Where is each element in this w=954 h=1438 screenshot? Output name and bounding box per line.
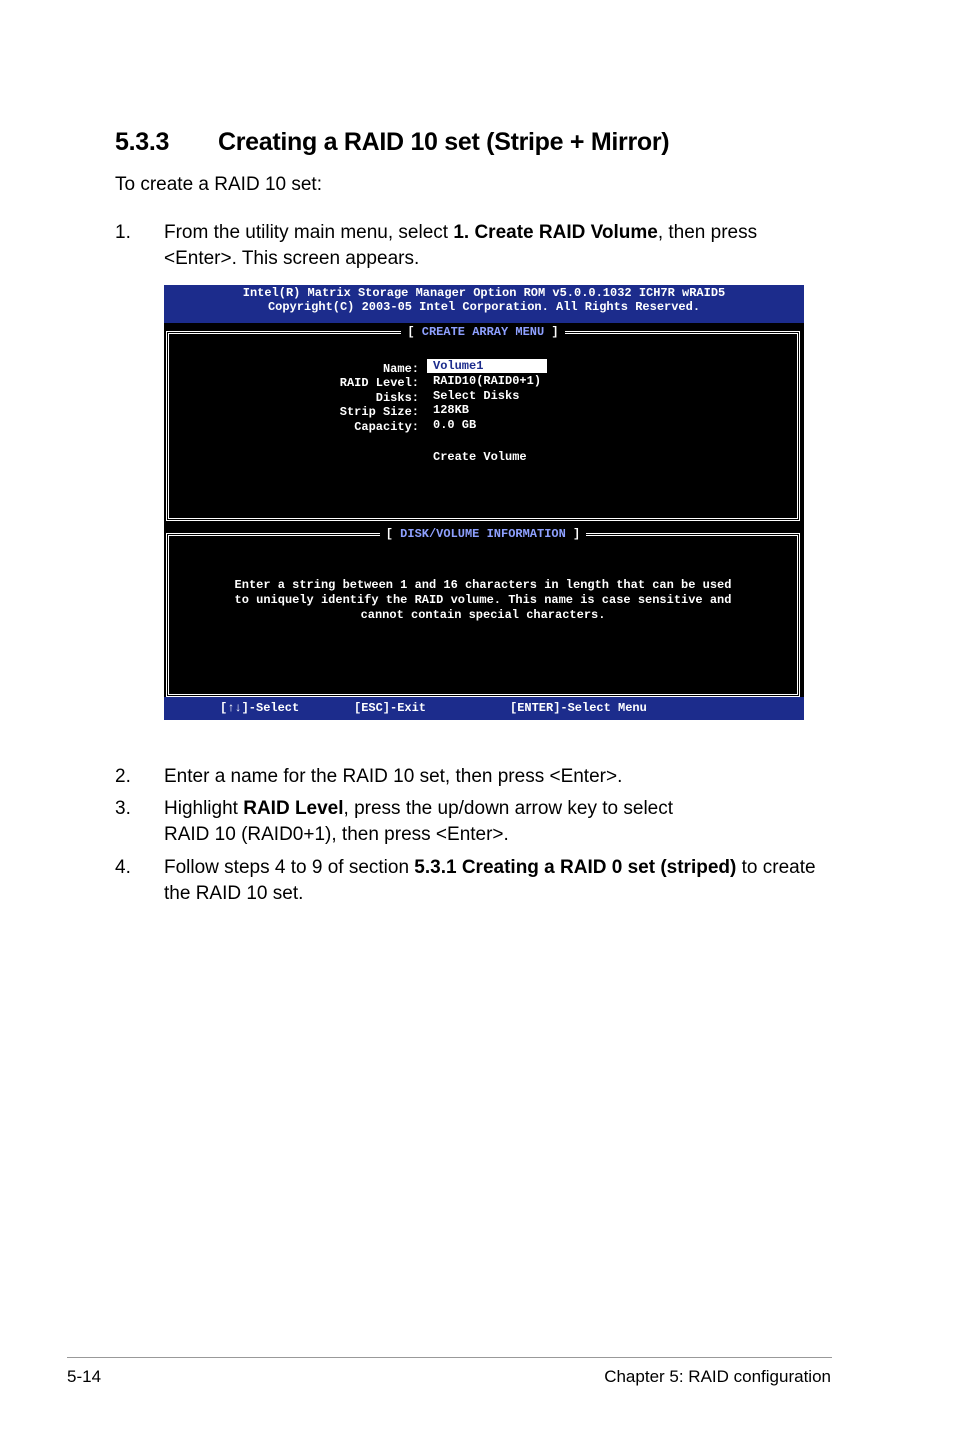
step-text: Follow steps 4 to 9 of section 5.3.1 Creating a RAID 0 set (striped) to create bbox=[164, 857, 816, 878]
bios-header-copyright: Copyright(C) 2003-05 Intel Corporation. All Rights Reserved. bbox=[267, 300, 701, 314]
name-input[interactable]: Volume1 bbox=[427, 359, 547, 373]
step-text: Enter a name for the RAID 10 set, then press <Enter>. bbox=[164, 766, 623, 787]
bios-header-title: Intel(R) Matrix Storage Manager Option ROM v5.0.0.1032 ICH7R wRAID5 bbox=[242, 286, 726, 300]
bios-header bbox=[164, 285, 804, 323]
capacity-label: Capacity: bbox=[354, 420, 419, 434]
step-text-line2: <Enter>. This screen appears. bbox=[164, 248, 420, 269]
intro-text: To create a RAID 10 set: bbox=[115, 174, 322, 195]
name-label: Name: bbox=[382, 362, 419, 376]
step-number: 1. bbox=[115, 222, 131, 243]
bios-footer bbox=[164, 697, 804, 720]
footer-exit-hint: [ESC]-Exit bbox=[354, 701, 427, 715]
footer-select-hint: [↑↓]-Select bbox=[220, 701, 300, 715]
step-text-line2: RAID 10 (RAID0+1), then press <Enter>. bbox=[164, 824, 509, 845]
bios-screen bbox=[164, 285, 804, 720]
raid-level-label: RAID Level: bbox=[339, 376, 419, 390]
page-number: 5-14 bbox=[67, 1367, 102, 1386]
step-text-line2: the RAID 10 set. bbox=[164, 883, 304, 904]
step-number: 4. bbox=[115, 857, 131, 878]
strip-size-field[interactable]: 128KB bbox=[433, 403, 470, 417]
capacity-field: 0.0 GB bbox=[433, 418, 477, 432]
disks-field[interactable]: Select Disks bbox=[433, 389, 520, 403]
section-title: Creating a RAID 10 set (Stripe + Mirror) bbox=[218, 128, 670, 156]
footer-enter-hint: [ENTER]-Select Menu bbox=[510, 701, 647, 715]
section-heading bbox=[115, 128, 669, 157]
step-number: 2. bbox=[115, 766, 131, 787]
chapter-title: Chapter 5: RAID configuration bbox=[604, 1367, 831, 1386]
info-text: Enter a string between 1 and 16 characters in length that can be used to uniquely identify the RAID volume. This name is case sensitive and cannot contain special characters. bbox=[234, 578, 732, 622]
disks-label: Disks: bbox=[375, 391, 419, 405]
info-panel bbox=[166, 527, 800, 697]
strip-size-label: Strip Size: bbox=[339, 405, 419, 419]
step-text: From the utility main menu, select 1. Create RAID Volume, then press bbox=[164, 222, 758, 243]
raid-level-field[interactable]: RAID10(RAID0+1) bbox=[433, 374, 542, 388]
step-number: 3. bbox=[115, 798, 131, 819]
footer-divider bbox=[67, 1357, 832, 1358]
create-array-title: [ CREATE ARRAY MENU ] bbox=[169, 324, 797, 340]
info-panel-title: [ DISK/VOLUME INFORMATION ] bbox=[169, 526, 797, 542]
section-number: 5.3.3 bbox=[115, 128, 170, 156]
step-text: Highlight RAID Level, press the up/down arrow key to select bbox=[164, 798, 674, 819]
create-volume-button[interactable]: Create Volume bbox=[433, 450, 527, 464]
